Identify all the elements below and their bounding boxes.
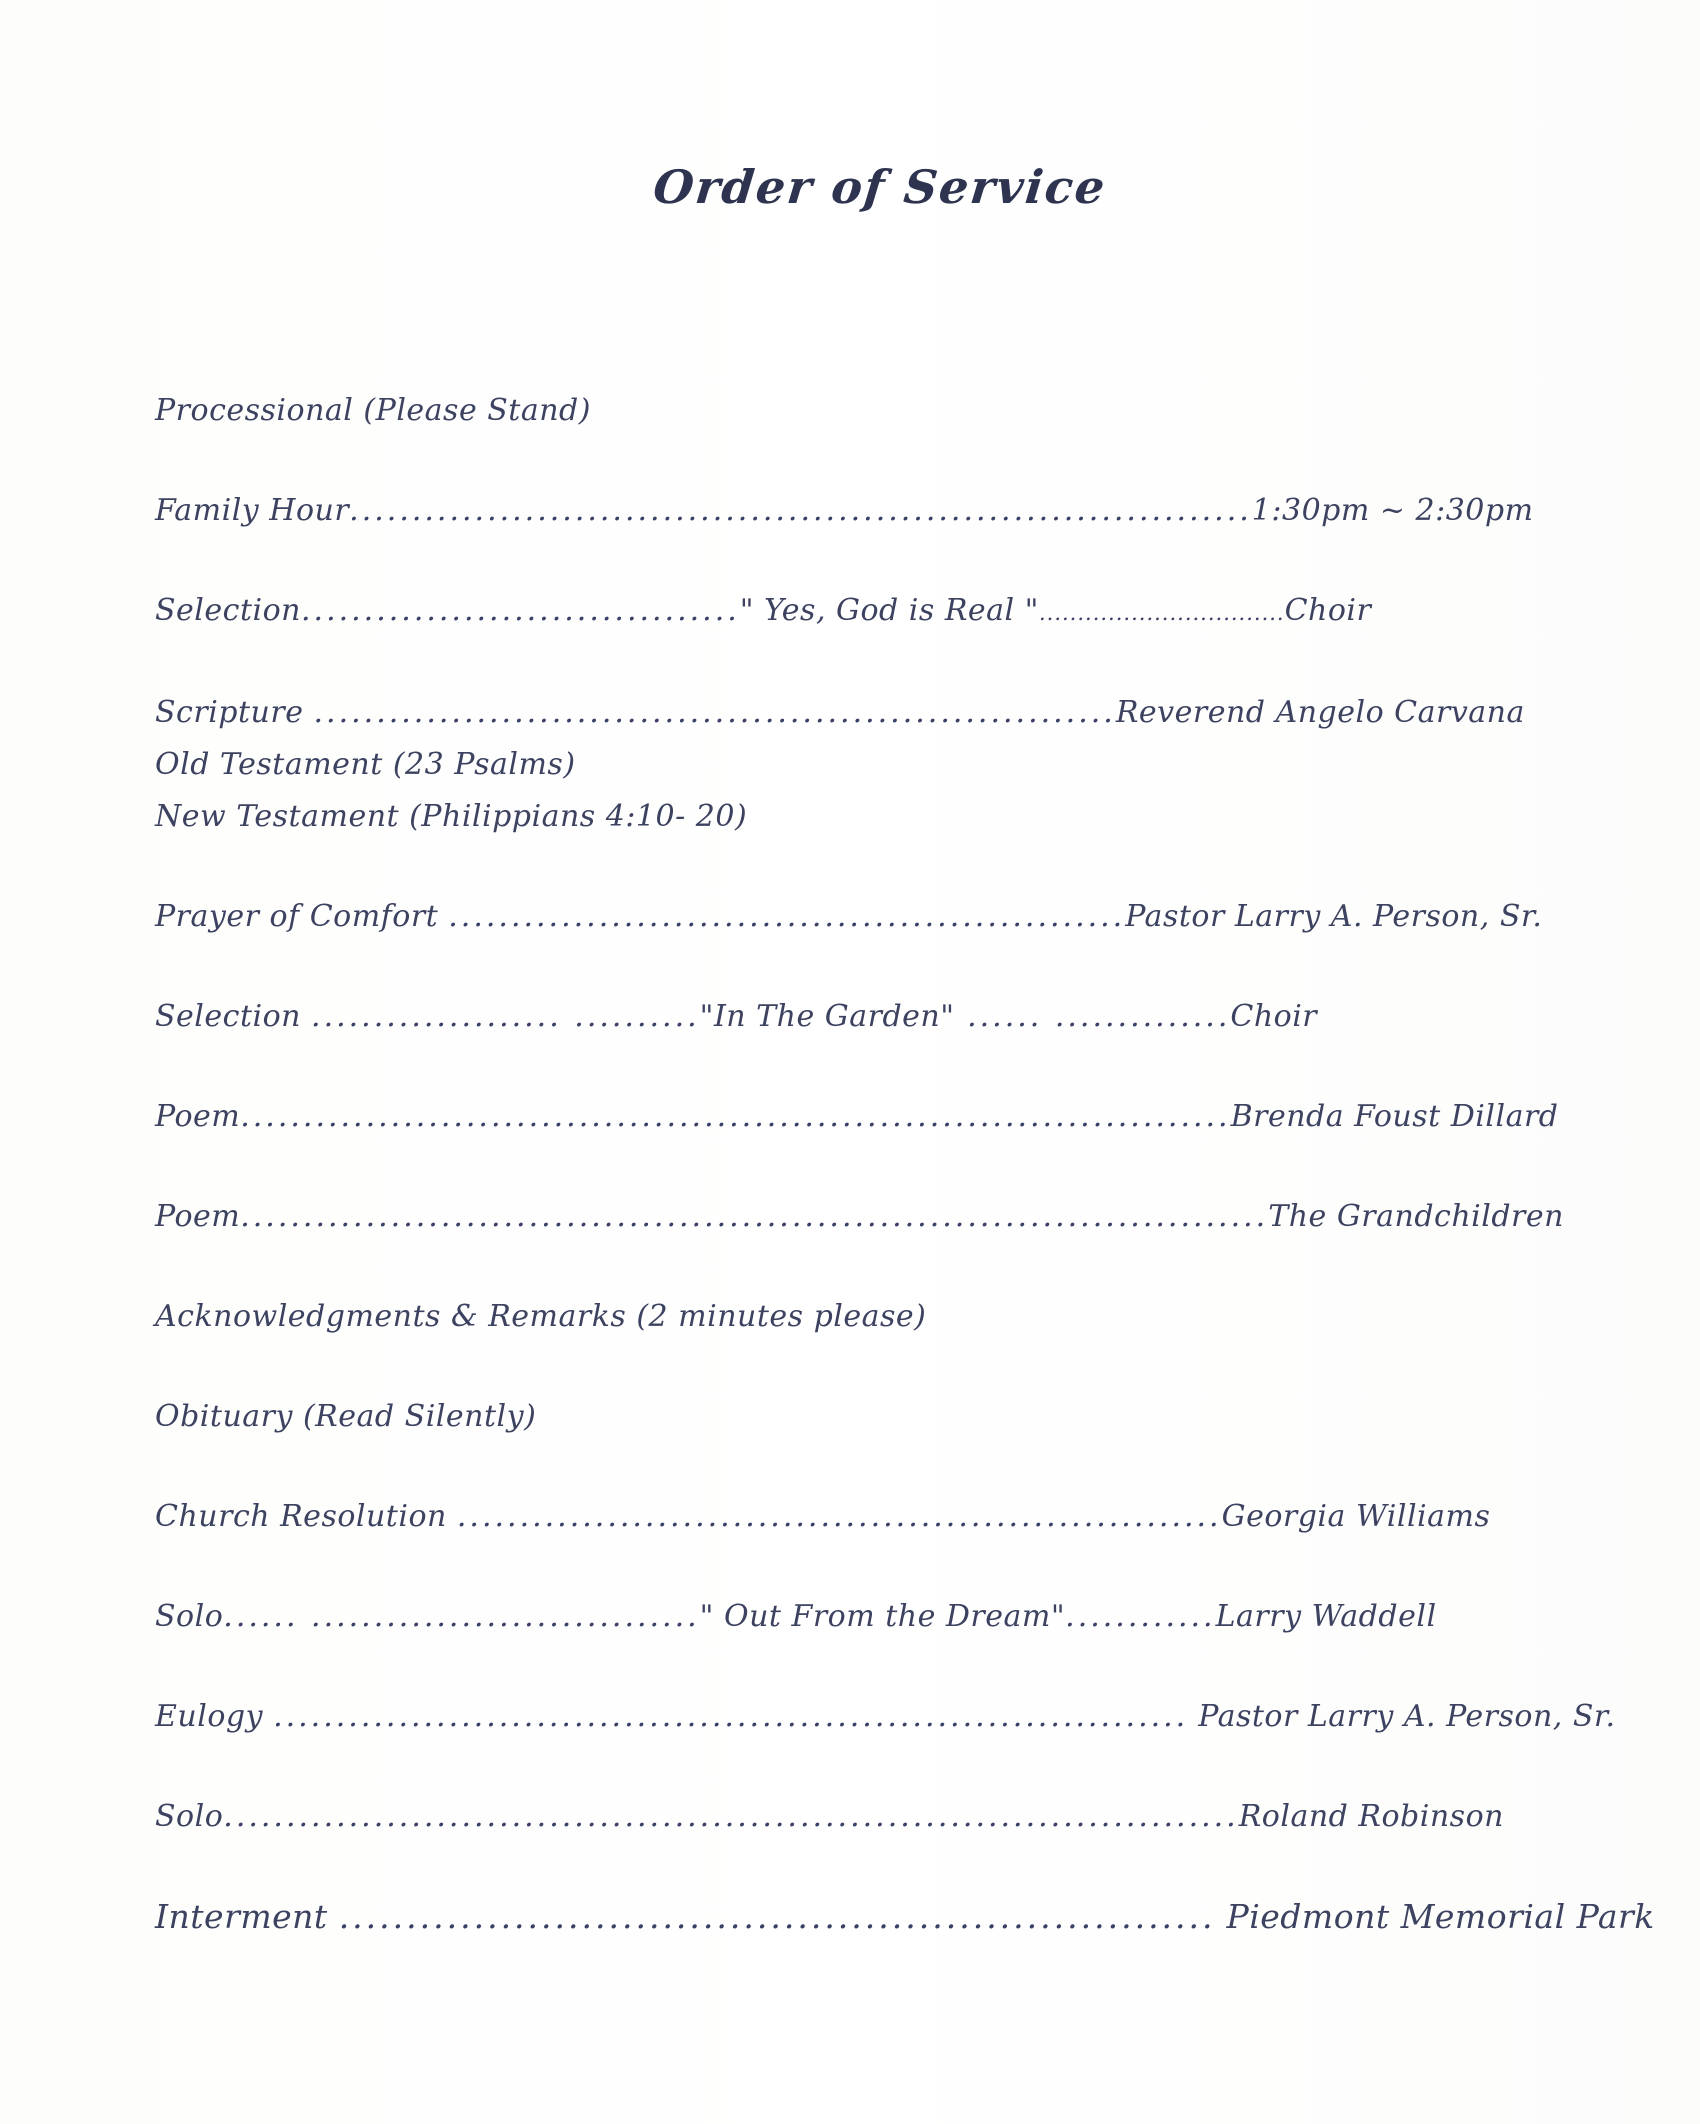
item-label: Church Resolution [155, 1499, 457, 1534]
song-title: "In The Garden" [699, 999, 955, 1034]
item-label: Poem [155, 1199, 241, 1234]
dot-leader: ...... .............. [954, 999, 1231, 1034]
dot-leader: ...................................................... [448, 899, 1126, 934]
item-label: Selection [155, 999, 312, 1034]
service-item-selection-1 [155, 592, 1580, 632]
item-value: Roland Robinson [1238, 1799, 1504, 1834]
dot-leader: ................................................................ [313, 695, 1116, 730]
item-label: New Testament (Philippians 4:10- 20) [155, 799, 748, 834]
item-label: Obituary (Read Silently) [155, 1399, 537, 1434]
dot-leader: ........................................................................ [349, 493, 1252, 528]
dot-leader: ................................... [301, 593, 740, 628]
item-value: Reverend Angelo Carvana [1115, 695, 1525, 730]
item-value: Piedmont Memorial Park [1215, 1897, 1655, 1936]
item-value: Pastor Larry A. Person, Sr. [1188, 1699, 1616, 1734]
service-item-poem-2 [155, 1198, 1580, 1236]
dot-leader: .................................................................................. [240, 1199, 1269, 1234]
scripture-new-testament [155, 798, 1580, 836]
service-item-interment [155, 1897, 1655, 1936]
service-item-obituary [155, 1398, 1580, 1436]
dot-leader: ............................................................. [456, 1499, 1222, 1534]
item-label: Processional (Please Stand) [155, 393, 591, 428]
item-label: Scripture [155, 695, 314, 730]
scripture-old-testament [155, 746, 1580, 784]
dot-leader: ................................ [1038, 601, 1285, 625]
item-label: Old Testament (23 Psalms) [155, 747, 576, 782]
service-item-solo-1 [155, 1598, 1580, 1636]
service-item-poem-1 [155, 1098, 1580, 1136]
item-value: Georgia Williams [1221, 1499, 1491, 1534]
item-label: Solo [155, 1799, 224, 1834]
item-value: Larry Waddell [1215, 1599, 1437, 1634]
dot-leader: ................................................................................. [223, 1799, 1239, 1834]
item-value: Brenda Foust Dillard [1230, 1099, 1559, 1134]
item-value: 1:30pm ~ 2:30pm [1251, 493, 1534, 528]
service-item-prayer-of-comfort [155, 898, 1580, 936]
page-title: Order of Service [650, 160, 1110, 214]
item-label: Selection [155, 593, 301, 628]
item-label: Eulogy [155, 1699, 274, 1734]
song-title: " Yes, God is Real " [739, 593, 1039, 628]
service-item-processional [155, 392, 1580, 430]
item-value: Choir [1284, 593, 1372, 628]
song-title: " Out From the Dream" [699, 1599, 1066, 1634]
item-label: Acknowledgments & Remarks (2 minutes please) [155, 1299, 927, 1334]
service-item-family-hour [155, 492, 1580, 530]
service-item-church-resolution [155, 1498, 1580, 1536]
item-value: Choir [1230, 999, 1318, 1034]
dot-leader: .................... .......... [311, 999, 700, 1034]
dot-leader: ......................................................................... [273, 1699, 1189, 1734]
dot-leader: ............ [1065, 1599, 1216, 1634]
service-item-solo-2 [155, 1798, 1580, 1836]
service-item-eulogy [155, 1698, 1616, 1736]
item-label: Solo [155, 1599, 224, 1634]
service-item-selection-2 [155, 998, 1580, 1036]
item-label: Interment [155, 1897, 339, 1936]
item-label: Prayer of Comfort [155, 899, 449, 934]
dot-leader: ................................................................. [338, 1897, 1216, 1936]
service-item-acknowledgments [155, 1298, 1580, 1336]
item-value: Pastor Larry A. Person, Sr. [1125, 899, 1543, 934]
order-of-service-list [155, 392, 1655, 1936]
dot-leader: ...... ............................... [223, 1599, 700, 1634]
item-label: Poem [155, 1099, 241, 1134]
item-value: The Grandchildren [1268, 1199, 1564, 1234]
dot-leader: ............................................................................... [240, 1099, 1231, 1134]
service-item-scripture [155, 694, 1580, 732]
item-label: Family Hour [155, 493, 350, 528]
